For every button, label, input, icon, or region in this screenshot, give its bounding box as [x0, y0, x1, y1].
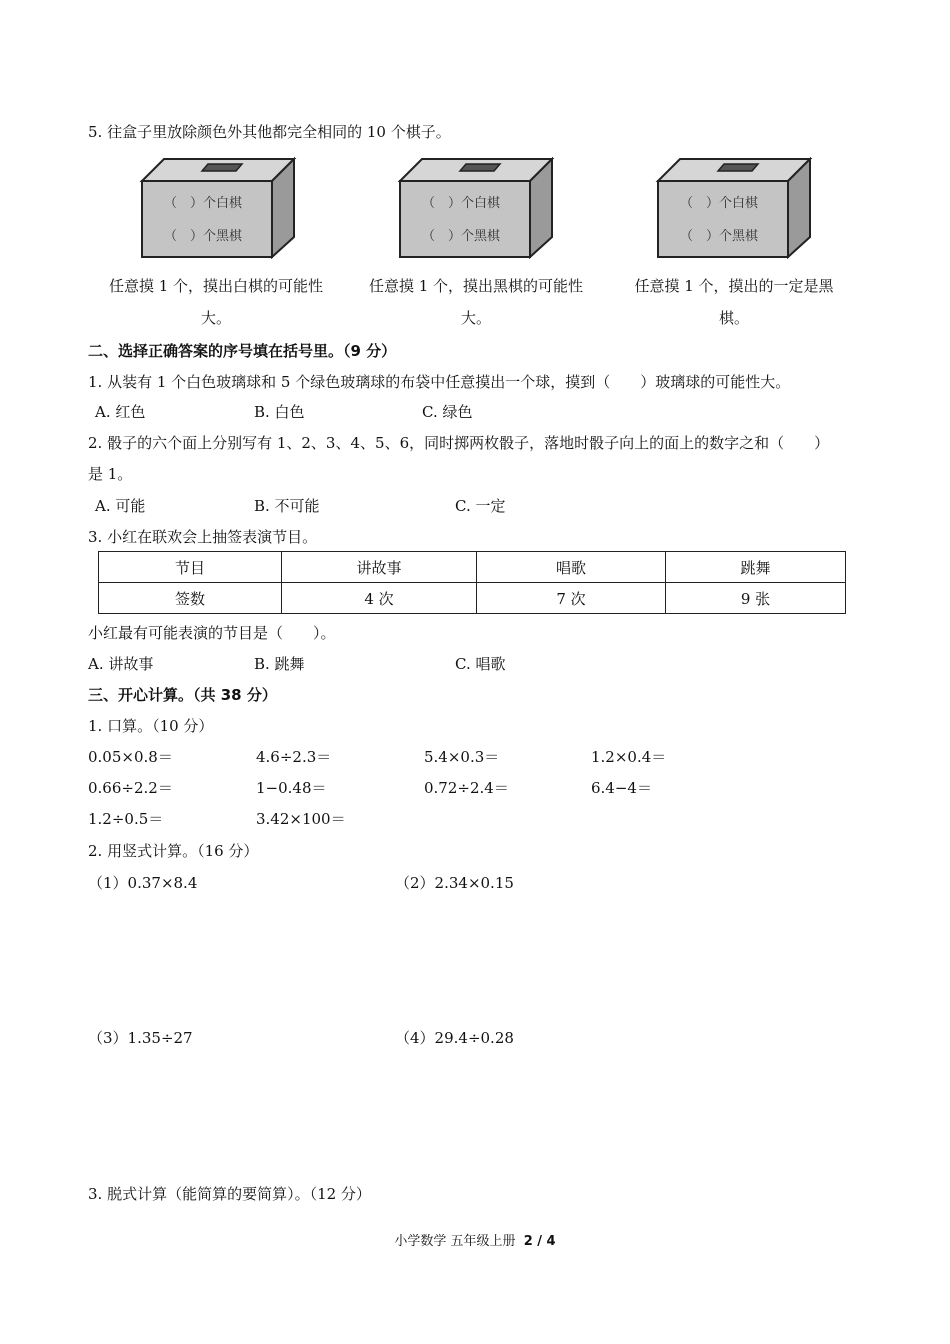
caption-line: 任意摸 1 个，摸出黑棋的可能性 [368, 277, 584, 295]
page-number: 2 / 4 [523, 1234, 556, 1249]
lottery-table [98, 551, 846, 614]
option-a: A. 讲故事 [88, 655, 154, 673]
caption-line: 棋。 [718, 309, 749, 327]
table-cell: 讲故事 [282, 552, 477, 583]
box-black-label: （ ）个黑棋 [422, 229, 501, 244]
box-white-label: （ ）个白棋 [164, 196, 243, 211]
caption-3 [608, 270, 860, 334]
section-heading: 三、开心计算。（共 38 分） [88, 686, 277, 704]
vertical-item: （4）29.4÷0.28 [395, 1029, 514, 1047]
vertical-item: （2）2.34×0.15 [395, 874, 514, 892]
table-cell: 跳舞 [666, 552, 846, 583]
oral-item: 1−0.48＝ [256, 779, 327, 797]
oral-item: 4.6÷2.3＝ [256, 748, 332, 766]
page-footer [0, 1230, 950, 1249]
option-b: B. 不可能 [254, 497, 320, 515]
oral-item: 1.2×0.4＝ [591, 748, 667, 766]
box-black-label: （ ）个黑棋 [164, 229, 243, 244]
table-cell: 节目 [99, 552, 282, 583]
subsection-title: 1. 口算。（10 分） [88, 717, 214, 735]
table-cell: 唱歌 [477, 552, 666, 583]
caption-line: 任意摸 1 个，摸出的一定是黑 [634, 277, 834, 295]
option-a: A. 可能 [95, 497, 146, 515]
chess-box-1 [138, 155, 298, 259]
box-white-label: （ ）个白棋 [680, 196, 759, 211]
caption-line: 大。 [200, 309, 231, 327]
question-text: 小红最有可能表演的节目是（ ）。 [88, 624, 336, 642]
option-c: C. 一定 [455, 497, 506, 515]
caption-1 [90, 270, 342, 334]
option-b: B. 白色 [254, 403, 305, 421]
subsection-title: 3. 脱式计算（能简算的要简算）。（12 分） [88, 1185, 371, 1203]
table-cell: 签数 [99, 583, 282, 614]
option-c: C. 唱歌 [455, 655, 506, 673]
oral-item: 0.05×0.8＝ [88, 748, 173, 766]
chess-box-2 [396, 155, 556, 259]
oral-item: 0.72÷2.4＝ [424, 779, 509, 797]
question-text: 1. 从装有 1 个白色玻璃球和 5 个绿色玻璃球的布袋中任意摸出一个球，摸到（ ）玻璃球的可能性大。 [88, 373, 791, 391]
footer-subject: 小学数学 五年级上册 [394, 1234, 516, 1249]
oral-item: 6.4−4＝ [591, 779, 652, 797]
caption-2 [350, 270, 602, 334]
option-c: C. 绿色 [422, 403, 473, 421]
option-b: B. 跳舞 [254, 655, 305, 673]
option-a: A. 红色 [95, 403, 146, 421]
table-row [99, 552, 846, 583]
table-cell: 4 次 [282, 583, 477, 614]
q5-title: 5. 往盒子里放除颜色外其他都完全相同的 10 个棋子。 [88, 123, 451, 141]
caption-line: 任意摸 1 个，摸出白棋的可能性 [108, 277, 324, 295]
vertical-item: （3）1.35÷27 [88, 1029, 193, 1047]
oral-item: 3.42×100＝ [256, 810, 346, 828]
question-text: 2. 骰子的六个面上分别写有 1、2、3、4、5、6，同时掷两枚骰子，落地时骰子向上的面上的数字之和（ ） [88, 434, 830, 452]
oral-item: 0.66÷2.2＝ [88, 779, 173, 797]
table-cell: 7 次 [477, 583, 666, 614]
vertical-item: （1）0.37×8.4 [88, 874, 198, 892]
chess-box-3 [654, 155, 814, 259]
subsection-title: 2. 用竖式计算。（16 分） [88, 842, 259, 860]
box-black-label: （ ）个黑棋 [680, 229, 759, 244]
table-row [99, 583, 846, 614]
section-heading: 二、选择正确答案的序号填在括号里。（9 分） [88, 342, 397, 360]
question-text: 3. 小红在联欢会上抽签表演节目。 [88, 528, 318, 546]
oral-item: 1.2÷0.5＝ [88, 810, 164, 828]
oral-item: 5.4×0.3＝ [424, 748, 500, 766]
box-white-label: （ ）个白棋 [422, 196, 501, 211]
table-cell: 9 张 [666, 583, 846, 614]
caption-line: 大。 [460, 309, 491, 327]
question-text-cont: 是 1。 [88, 465, 133, 483]
